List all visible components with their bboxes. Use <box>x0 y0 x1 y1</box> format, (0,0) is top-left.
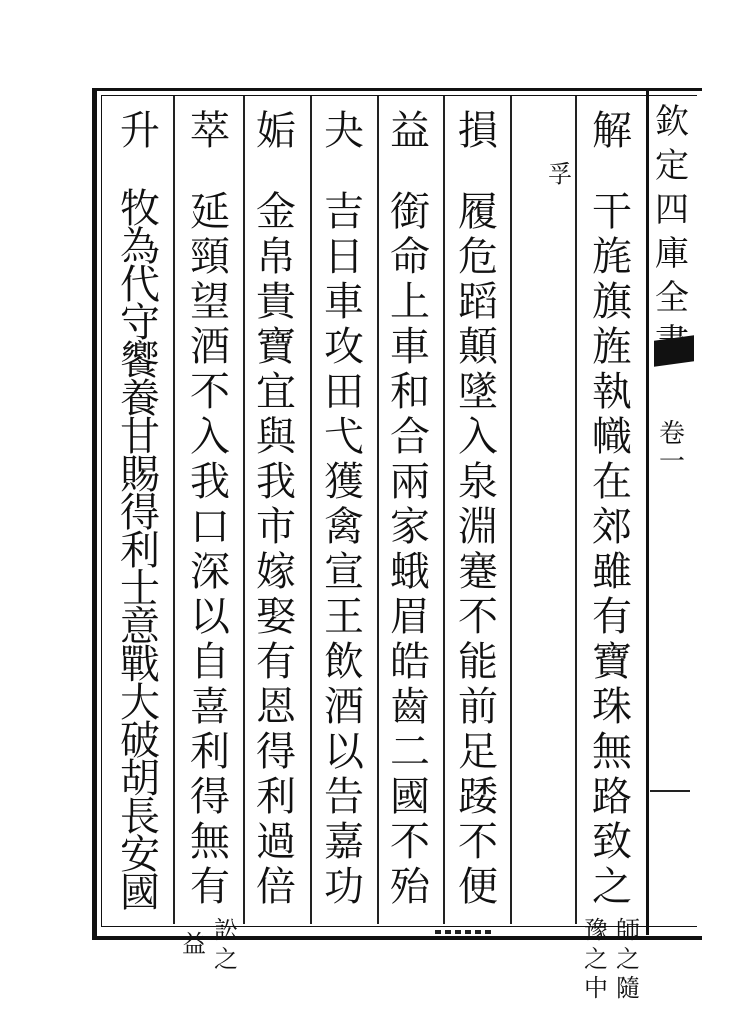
bottom-mark <box>435 930 495 934</box>
column-text-char: 深 <box>190 549 230 595</box>
column-text-char: 利 <box>256 774 296 820</box>
margin-title <box>650 100 694 364</box>
column-text-char: 上 <box>390 279 430 325</box>
column-text-char: 蹇 <box>458 549 498 595</box>
column-text <box>252 190 300 910</box>
annotation-note-char: 益 <box>182 930 206 958</box>
column-text-char: 頸 <box>190 234 230 280</box>
column-text-char: 車 <box>390 324 430 370</box>
column-text-char: 士 <box>120 566 160 612</box>
column-text-char: 車 <box>324 279 364 325</box>
column-text-char: 致 <box>592 819 632 865</box>
column-text-char: 便 <box>458 864 498 910</box>
annotation-note-char: 之 <box>616 945 640 973</box>
column-text-char: 殆 <box>390 864 430 910</box>
column-text-char: 賜 <box>120 452 160 498</box>
column-text-char: 顛 <box>458 324 498 370</box>
column-text-char: 戰 <box>120 642 160 688</box>
margin-rule <box>646 88 649 935</box>
column-text-char: 旗 <box>592 279 632 325</box>
column-head <box>588 108 636 155</box>
column-text-char: 嘉 <box>324 819 364 865</box>
column-text <box>186 190 234 910</box>
column-text-char: 長 <box>120 794 160 840</box>
column-text-char: 蹈 <box>458 279 498 325</box>
column-text-char: 不 <box>458 819 498 865</box>
column-text-char: 利 <box>120 528 160 574</box>
column-text-char: 履 <box>458 189 498 235</box>
column-text-char: 功 <box>324 864 364 910</box>
column-text-char: 望 <box>190 279 230 325</box>
column-text-char: 無 <box>190 819 230 865</box>
column-text-char: 得 <box>190 774 230 820</box>
column-text-char: 得 <box>120 490 160 536</box>
column-head <box>186 108 234 155</box>
column-head-char: 益 <box>390 108 430 154</box>
column-text-char: 前 <box>458 684 498 730</box>
column-text-char: 珠 <box>592 684 632 730</box>
column-text-char: 酒 <box>190 324 230 370</box>
column-text-char: 市 <box>256 504 296 550</box>
column-text-char: 宣 <box>324 549 364 595</box>
column-text-char: 延 <box>190 189 230 235</box>
column-text-char: 能 <box>458 639 498 685</box>
column-rule <box>243 96 245 924</box>
column-rule <box>443 96 445 924</box>
annotation-note-char: 隨 <box>616 974 640 1002</box>
margin-title-char: 庫 <box>655 234 689 274</box>
juan-char: 一 <box>658 447 685 477</box>
column-text-char: 金 <box>256 189 296 235</box>
column-text-char: 大 <box>120 680 160 726</box>
column-text-char: 入 <box>190 414 230 460</box>
column-text-char: 牧 <box>120 186 160 232</box>
column-text-char: 雖 <box>592 549 632 595</box>
column-text-char: 執 <box>592 369 632 415</box>
gloss-note-char: 孚 <box>548 160 572 188</box>
column-rule <box>173 96 175 924</box>
margin-title-char: 四 <box>655 190 689 230</box>
column-rule <box>575 96 577 924</box>
column-text-char: 破 <box>120 718 160 764</box>
column-text <box>588 190 636 910</box>
annotation-note <box>572 916 620 1003</box>
column-text-char: 危 <box>458 234 498 280</box>
column-text-char: 以 <box>324 729 364 775</box>
column-text-char: 皓 <box>390 639 430 685</box>
column-head-char: 萃 <box>190 108 230 154</box>
column-text-char: 為 <box>120 224 160 270</box>
column-text-char: 寶 <box>256 324 296 370</box>
annotation-note-char: 之 <box>214 945 238 973</box>
column-text-char: 不 <box>458 594 498 640</box>
column-text-char: 胡 <box>120 756 160 802</box>
column-text-char: 恩 <box>256 684 296 730</box>
column-text <box>454 190 502 910</box>
column-text-char: 命 <box>390 234 430 280</box>
column-text-char: 我 <box>190 459 230 505</box>
column-rule <box>510 96 512 924</box>
column-text-char: 眉 <box>390 594 430 640</box>
column-text-char: 入 <box>458 414 498 460</box>
column-text-char: 帛 <box>256 234 296 280</box>
column-text-char: 喜 <box>190 684 230 730</box>
column-text-char: 以 <box>190 594 230 640</box>
annotation-note <box>170 930 218 959</box>
margin-tick <box>650 790 690 792</box>
column-text-char: 吉 <box>324 189 364 235</box>
column-text <box>116 186 164 916</box>
juan-char: 卷 <box>658 419 685 449</box>
column-text-char: 國 <box>390 774 430 820</box>
column-text-char: 守 <box>120 300 160 346</box>
column-text-char: 過 <box>256 819 296 865</box>
column-text-char: 無 <box>592 729 632 775</box>
column-text-char: 之 <box>592 864 632 910</box>
margin-title-char: 欽 <box>655 102 689 142</box>
column-text-char: 告 <box>324 774 364 820</box>
column-text <box>320 190 368 910</box>
column-text-char: 干 <box>592 189 632 235</box>
column-text-char: 利 <box>190 729 230 775</box>
column-text-char: 王 <box>324 594 364 640</box>
column-text-char: 饗 <box>120 338 160 384</box>
column-rule <box>377 96 379 924</box>
annotation-note-char: 師 <box>616 916 640 944</box>
column-text-char: 旌 <box>592 324 632 370</box>
column-text-char: 與 <box>256 414 296 460</box>
column-text-char: 攻 <box>324 324 364 370</box>
column-text-char: 有 <box>592 594 632 640</box>
annotation-note-char: 之 <box>584 945 608 973</box>
annotation-note-char: 中 <box>584 974 608 1002</box>
column-text-char: 日 <box>324 234 364 280</box>
column-rule <box>310 96 312 924</box>
column-head <box>454 108 502 155</box>
column-text-char: 弋 <box>324 414 364 460</box>
column-text-char: 口 <box>190 504 230 550</box>
column-text-char: 郊 <box>592 504 632 550</box>
column-text-char: 飲 <box>324 639 364 685</box>
annotation-note-char: 訟 <box>214 916 238 944</box>
column-text-char: 酒 <box>324 684 364 730</box>
column-text-char: 蛾 <box>390 549 430 595</box>
column-text-char: 意 <box>120 604 160 650</box>
column-text-char: 宜 <box>256 369 296 415</box>
column-text-char: 不 <box>390 819 430 865</box>
annotation-note-char: 豫 <box>584 916 608 944</box>
column-text-char: 嫁 <box>256 549 296 595</box>
column-text-char: 不 <box>190 369 230 415</box>
column-text-char: 和 <box>390 369 430 415</box>
column-text-char: 甘 <box>120 414 160 460</box>
column-text-char: 有 <box>256 639 296 685</box>
column-text-char: 泉 <box>458 459 498 505</box>
column-text-char: 貴 <box>256 279 296 325</box>
column-text-char: 有 <box>190 864 230 910</box>
column-head-char: 姤 <box>256 108 296 154</box>
column-text-char: 倍 <box>256 864 296 910</box>
column-text-char: 代 <box>120 262 160 308</box>
margin-title-char: 定 <box>655 146 689 186</box>
column-text-char: 寶 <box>592 639 632 685</box>
column-text-char: 路 <box>592 774 632 820</box>
column-text-char: 幟 <box>592 414 632 460</box>
column-text-char: 國 <box>120 870 160 916</box>
column-text-char: 墜 <box>458 369 498 415</box>
column-text-char: 家 <box>390 504 430 550</box>
column-head <box>252 108 300 155</box>
column-text-char: 獲 <box>324 459 364 505</box>
gloss-note <box>536 160 584 189</box>
column-head-char: 夬 <box>324 108 364 154</box>
column-text-char: 自 <box>190 639 230 685</box>
column-head <box>386 108 434 155</box>
column-head-char: 解 <box>592 108 632 154</box>
column-text <box>386 190 434 910</box>
column-text-char: 二 <box>390 729 430 775</box>
column-head <box>320 108 368 155</box>
column-text-char: 銜 <box>390 189 430 235</box>
column-text-char: 齒 <box>390 684 430 730</box>
column-text-char: 娶 <box>256 594 296 640</box>
column-text-char: 養 <box>120 376 160 422</box>
column-text-char: 兩 <box>390 459 430 505</box>
column-text-char: 得 <box>256 729 296 775</box>
column-text-char: 足 <box>458 729 498 775</box>
column-text-char: 田 <box>324 369 364 415</box>
column-text-char: 禽 <box>324 504 364 550</box>
column-text-char: 在 <box>592 459 632 505</box>
column-text-char: 踒 <box>458 774 498 820</box>
column-text-char: 淵 <box>458 504 498 550</box>
column-text-char: 安 <box>120 832 160 878</box>
column-text-char: 旄 <box>592 234 632 280</box>
margin-juan <box>652 420 692 476</box>
column-head <box>116 108 164 155</box>
column-head-char: 損 <box>458 108 498 154</box>
column-text-char: 合 <box>390 414 430 460</box>
column-text-char: 我 <box>256 459 296 505</box>
margin-title-char: 全 <box>655 278 689 318</box>
column-head-char: 升 <box>120 108 160 154</box>
